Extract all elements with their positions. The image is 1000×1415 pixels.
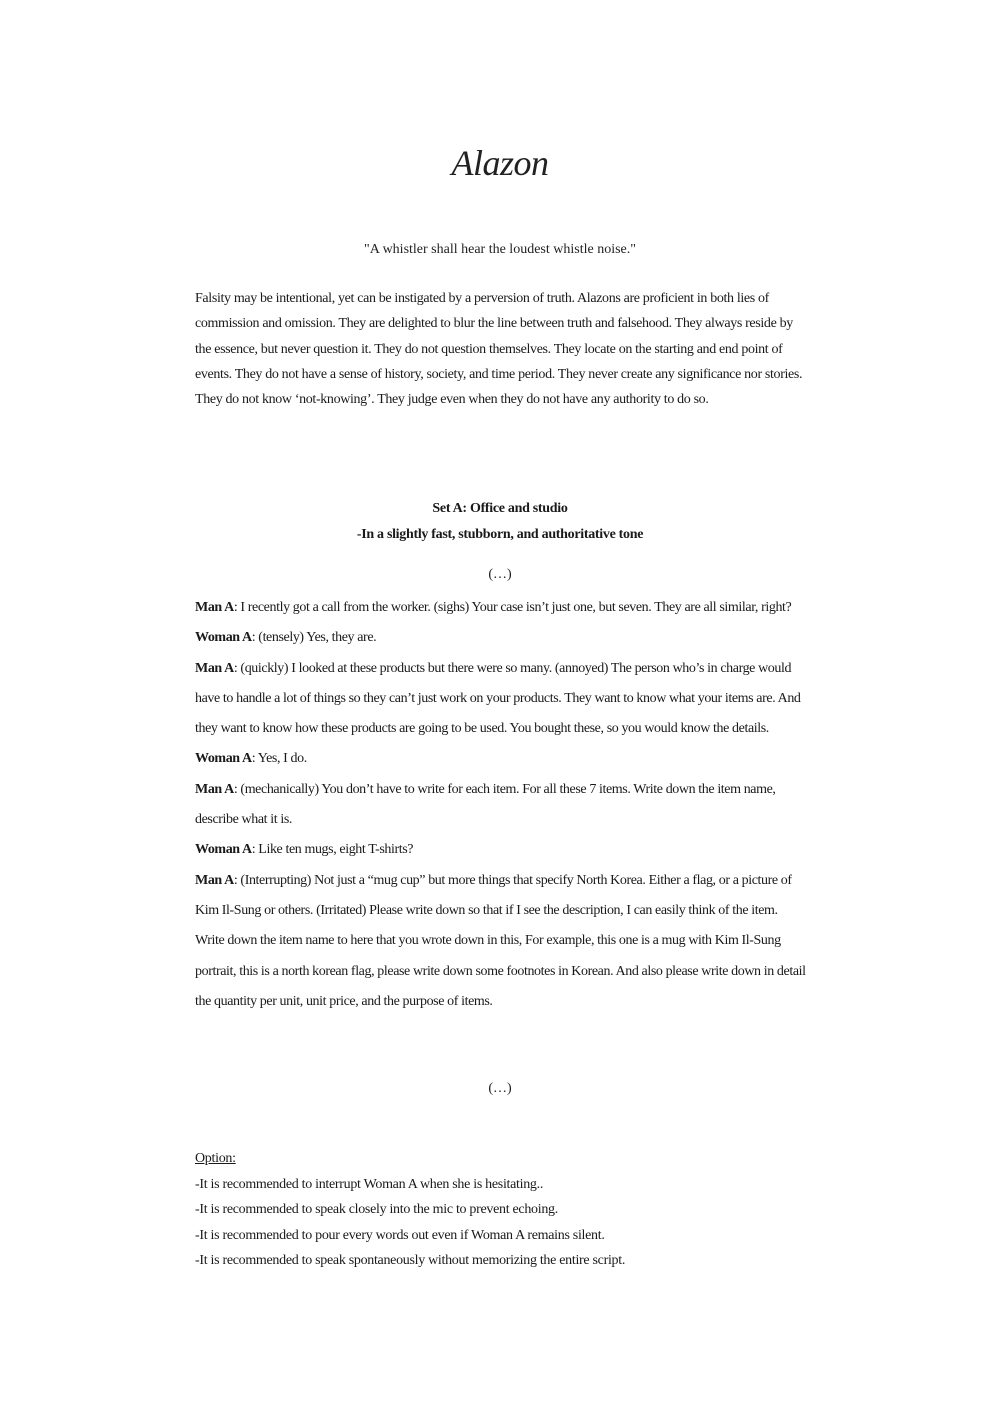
speaker-name: Man A (195, 660, 234, 676)
dialogue-block (195, 593, 807, 1017)
speaker-name: Woman A (195, 630, 252, 646)
dialogue-text: : I recently got a call from the worker. (sighs) Your case isn’t just one, but seven. They are all similar, right? (233, 600, 792, 615)
dialogue-text: : (quickly) I looked at these products but there were so many. (annoyed) The person who’s in charge would have to handle a lot of things so they can’t just work on your products. They want to know what your items are. And they want to know how these products are going to be used. You bought these, so you would know the details. (195, 660, 801, 737)
dialogue-line (195, 744, 807, 774)
dialogue-line (195, 775, 807, 836)
set-heading-title: Set A: Office and studio (432, 501, 568, 516)
option-item: -It is recommended to pour every words out even if Woman A remains silent. (195, 1227, 605, 1243)
speaker-name: Man A (195, 872, 234, 888)
dialogue-line (195, 623, 807, 653)
dialogue-line (195, 593, 807, 623)
ellipsis-bottom: (…) (488, 1081, 512, 1096)
set-heading (0, 496, 1000, 548)
ellipsis-top: (…) (488, 567, 512, 582)
options-section (195, 1146, 805, 1274)
epigraph-quote: "A whistler shall hear the loudest whistle noise." (364, 242, 636, 257)
dialogue-line (195, 654, 807, 745)
option-item: -It is recommended to interrupt Woman A when she is hesitating.. (195, 1176, 544, 1192)
speaker-name: Man A (195, 600, 234, 615)
dialogue-text: : (tensely) Yes, they are. (251, 630, 377, 646)
options-title: Option: (195, 1151, 236, 1166)
speaker-name: Woman A (195, 842, 252, 858)
speaker-name: Woman A (195, 751, 252, 767)
dialogue-line (195, 866, 807, 1017)
intro-paragraph: Falsity may be intentional, yet can be instigated by a perversion of truth. Alazons are proficient in both lies of commission and omission. They are delighted to blur the line between truth and falsehood. They always reside by the essence, but never question it. They do not question themselves. They locate on the starting and end point of events. They do not have a sense of history, society, and time period. They never create any significance nor stories. They do not know ‘not-knowing’. They judge even when they do not have any authority to do so. (195, 291, 803, 408)
speaker-name: Man A (195, 781, 234, 797)
dialogue-text: : Like ten mugs, eight T-shirts? (251, 842, 414, 858)
dialogue-text: : (Interrupting) Not just a “mug cup” but more things that specify North Korea. Either a flag, or a picture of Kim Il-Sung or others. (Irritated) Please write down so that if I see the description, I can easily think of the item. Write down the item name to here that you wrote down in this, For example, this one is a mug with Kim Il-Sung portrait, this is a north korean flag, please write down some footnotes in Korean. And also please write down in detail the quantity per unit, unit price, and the purpose of items. (195, 872, 806, 1009)
option-item: -It is recommended to speak closely into the mic to prevent echoing. (195, 1202, 558, 1217)
option-item: -It is recommended to speak spontaneously without memorizing the entire script. (195, 1253, 626, 1268)
dialogue-line (195, 835, 807, 865)
document-title: Alazon (451, 143, 549, 183)
set-heading-tone: -In a slightly fast, stubborn, and authoritative tone (356, 527, 644, 542)
dialogue-text: : (mechanically) You don’t have to write for each item. For all these 7 items. Write down the item name, describe what it is. (195, 781, 776, 828)
dialogue-text: : Yes, I do. (251, 751, 307, 767)
